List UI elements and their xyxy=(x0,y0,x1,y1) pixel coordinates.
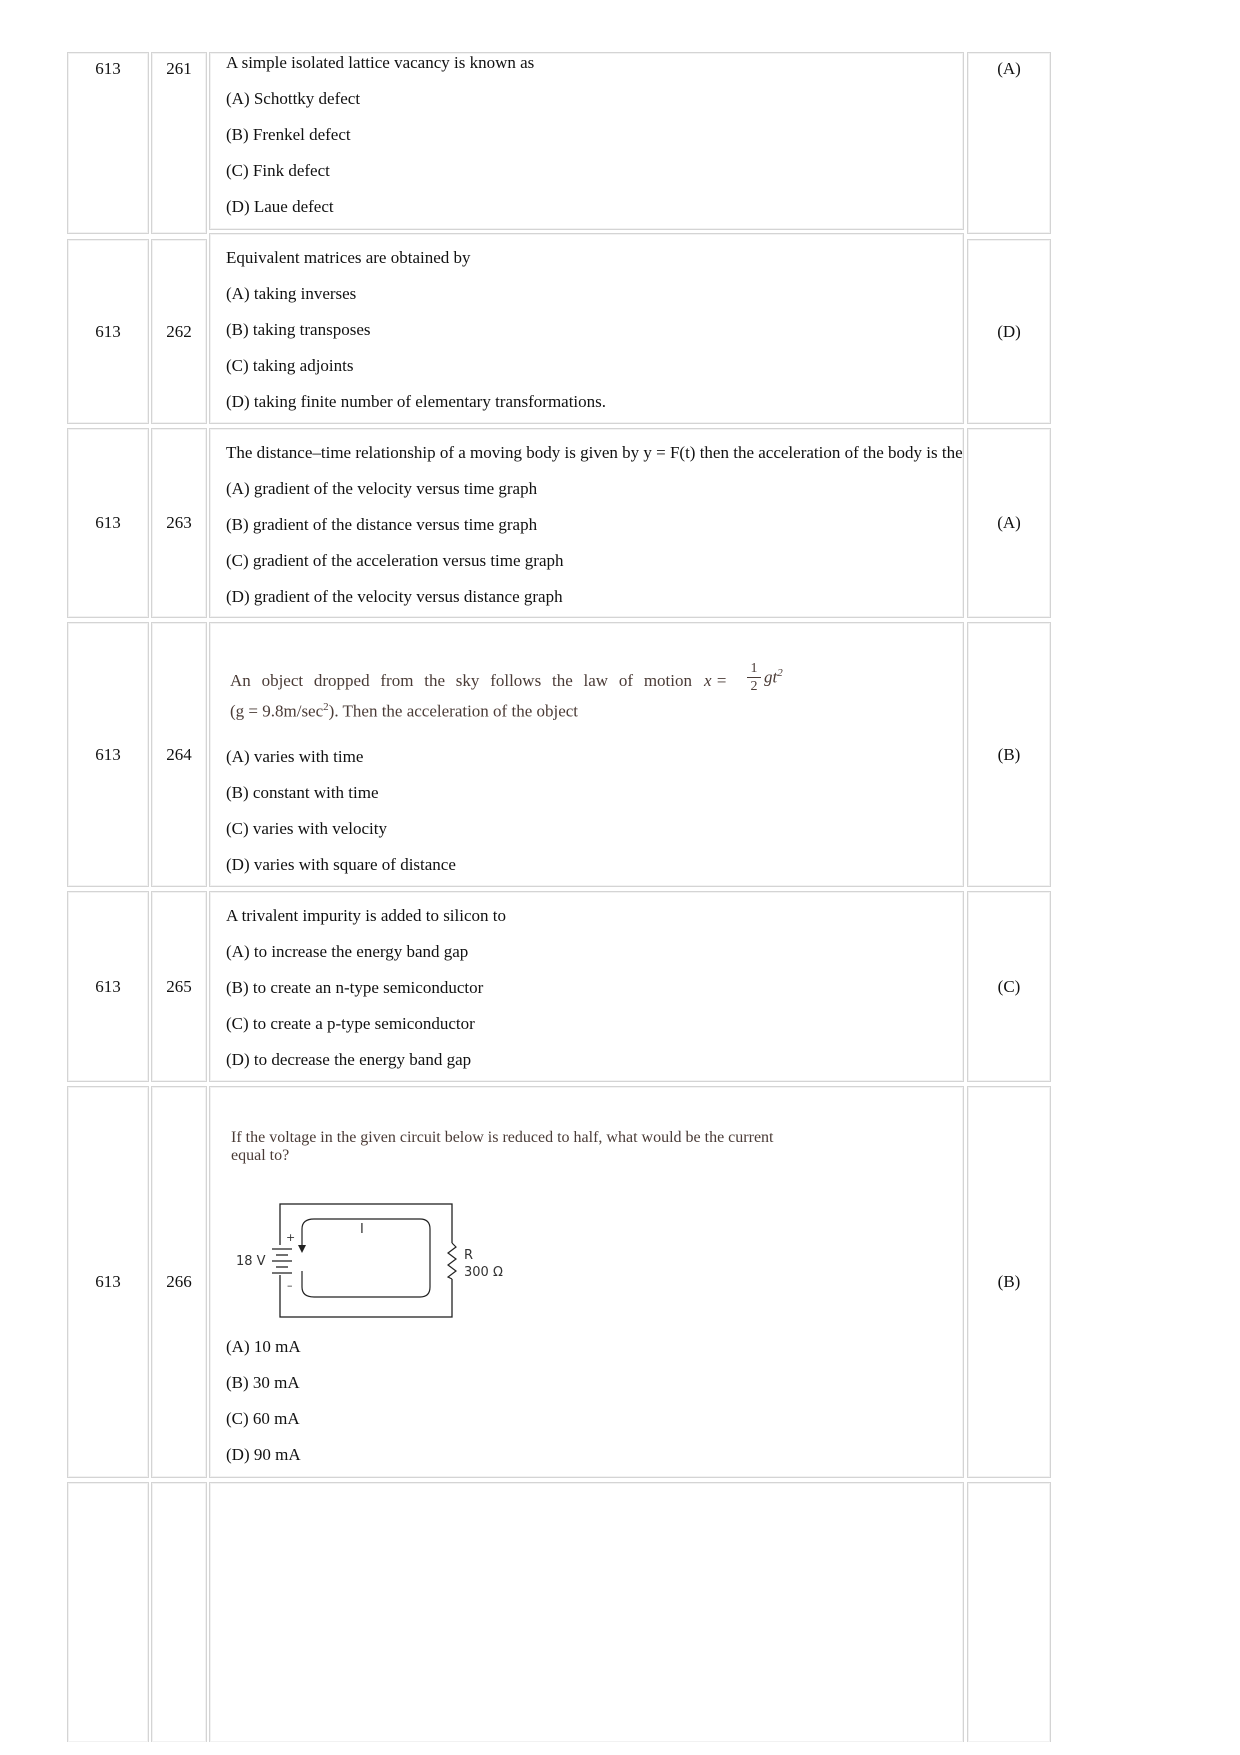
word: the xyxy=(424,671,445,690)
option-a: (A) gradient of the velocity versus time graph xyxy=(226,479,538,498)
current-label: I xyxy=(360,1222,364,1237)
formula-exponent: 2 xyxy=(777,667,783,679)
option-b: (B) taking transposes xyxy=(226,320,371,339)
question-text: A trivalent impurity is added to silicon to xyxy=(226,906,506,925)
image-text-line-2 xyxy=(230,701,578,722)
current-loop xyxy=(302,1219,430,1297)
row-261-col1 xyxy=(67,52,149,234)
battery-minus: – xyxy=(287,1279,293,1292)
row-267-answer xyxy=(967,1482,1051,1742)
option-d: (D) 90 mA xyxy=(226,1445,301,1464)
option-b: (B) 30 mA xyxy=(226,1373,300,1392)
current-arrow-icon xyxy=(298,1245,306,1253)
word: the xyxy=(551,671,573,690)
word: object xyxy=(261,671,304,690)
col1-text: 613 xyxy=(95,59,121,78)
formula-rhs-text: gt xyxy=(764,667,778,687)
row-261-answer xyxy=(967,52,1051,234)
question-number: 265 xyxy=(166,976,192,996)
option-c: (C) 60 mA xyxy=(226,1409,300,1428)
row-262-col1 xyxy=(67,239,149,424)
answer-text: (B) xyxy=(997,1272,1021,1291)
circuit-diagram xyxy=(230,1199,530,1323)
row-263-col2 xyxy=(151,428,207,618)
word: sky xyxy=(455,671,480,690)
row-266-col1 xyxy=(67,1086,149,1478)
word: from xyxy=(380,671,414,690)
question-text: A simple isolated lattice vacancy is known as xyxy=(226,53,535,72)
option-d: (D) Laue defect xyxy=(226,197,334,216)
row-263-answer xyxy=(967,428,1051,618)
option-a: (A) Schottky defect xyxy=(226,89,361,108)
option-a: (A) taking inverses xyxy=(226,284,357,303)
word: follows xyxy=(490,671,542,690)
resistance-value: 300 Ω xyxy=(464,1265,503,1280)
row-264-col2 xyxy=(151,622,207,887)
row-265-question xyxy=(209,891,964,1082)
option-c: (C) to create a p-type semiconductor xyxy=(226,1014,475,1033)
row-265-answer xyxy=(967,891,1051,1082)
line2-exponent: 2 xyxy=(323,701,329,713)
row-262-col2 xyxy=(151,239,207,424)
word: of xyxy=(618,671,634,690)
answer-text: (B) xyxy=(997,744,1021,764)
battery-voltage: 18 V xyxy=(236,1254,266,1269)
option-b: (B) to create an n-type semiconductor xyxy=(226,978,484,997)
option-d: (D) taking finite number of elementary transformations. xyxy=(226,392,607,411)
option-a: (A) 10 mA xyxy=(226,1337,301,1356)
word: An xyxy=(230,671,251,690)
formula-rhs xyxy=(764,667,783,688)
question-text: The distance–time relationship of a moving body is given by y = F(t) then the acceleration of the body is the xyxy=(226,443,963,462)
image-text-line-1: If the voltage in the given circuit below is reduced to half, what would be the current xyxy=(231,1129,774,1146)
col1-text: 613 xyxy=(95,321,121,341)
image-text-line-2: equal to? xyxy=(231,1147,290,1164)
row-263-col1 xyxy=(67,428,149,618)
option-b: (B) Frenkel defect xyxy=(226,125,351,144)
formula-lhs: x = xyxy=(704,671,728,690)
word: law xyxy=(583,671,609,690)
option-d: (D) to decrease the energy band gap xyxy=(226,1050,472,1069)
question-number: 262 xyxy=(166,321,192,341)
option-c: (C) gradient of the acceleration versus time graph xyxy=(226,551,564,570)
answer-text: (D) xyxy=(997,321,1021,341)
row-266-col2 xyxy=(151,1086,207,1478)
row-265-col2 xyxy=(151,891,207,1082)
answer-text: (A) xyxy=(997,59,1021,78)
image-text-line-1 xyxy=(230,671,692,691)
row-266-question xyxy=(209,1086,964,1478)
word: motion xyxy=(643,671,692,690)
answer-text: (C) xyxy=(997,976,1021,996)
option-a: (A) varies with time xyxy=(226,747,364,766)
row-267-col1 xyxy=(67,1482,149,1742)
battery-plus: + xyxy=(286,1231,296,1244)
option-d: (D) gradient of the velocity versus distance graph xyxy=(226,587,563,606)
row-265-col1 xyxy=(67,891,149,1082)
option-d: (D) varies with square of distance xyxy=(226,855,456,874)
option-b: (B) constant with time xyxy=(226,783,379,802)
option-a: (A) to increase the energy band gap xyxy=(226,942,469,961)
col1-text: 613 xyxy=(95,744,121,764)
question-number: 264 xyxy=(166,744,192,764)
col1-text: 613 xyxy=(95,513,121,532)
row-261-question xyxy=(209,52,964,230)
question-image xyxy=(230,661,800,723)
col1-text: 613 xyxy=(95,1272,121,1291)
line2-pre: (g = 9.8m/sec xyxy=(230,701,324,721)
row-267-question xyxy=(209,1482,964,1742)
option-c: (C) Fink defect xyxy=(226,161,330,180)
question-text: Equivalent matrices are obtained by xyxy=(226,248,471,267)
row-266-answer xyxy=(967,1086,1051,1478)
question-number: 266 xyxy=(166,1272,192,1291)
row-262-question xyxy=(209,233,964,424)
row-267-col2 xyxy=(151,1482,207,1742)
row-264-question xyxy=(209,622,964,887)
line2-post: ). Then the acceleration of the object xyxy=(328,701,579,721)
fraction-denominator: 2 xyxy=(750,679,758,694)
question-number: 261 xyxy=(166,59,192,78)
fraction-numerator: 1 xyxy=(747,661,761,678)
question-number: 263 xyxy=(166,513,192,532)
answer-text: (A) xyxy=(997,513,1021,532)
row-261-col2 xyxy=(151,52,207,234)
option-c: (C) varies with velocity xyxy=(226,819,387,838)
row-264-col1 xyxy=(67,622,149,887)
word: dropped xyxy=(313,671,370,690)
col1-text: 613 xyxy=(95,976,121,996)
row-263-question xyxy=(209,428,964,618)
row-264-answer xyxy=(967,622,1051,887)
option-c: (C) taking adjoints xyxy=(226,356,354,375)
resistor-label: R xyxy=(464,1248,474,1263)
row-262-answer xyxy=(967,239,1051,424)
option-b: (B) gradient of the distance versus time graph xyxy=(226,515,538,534)
